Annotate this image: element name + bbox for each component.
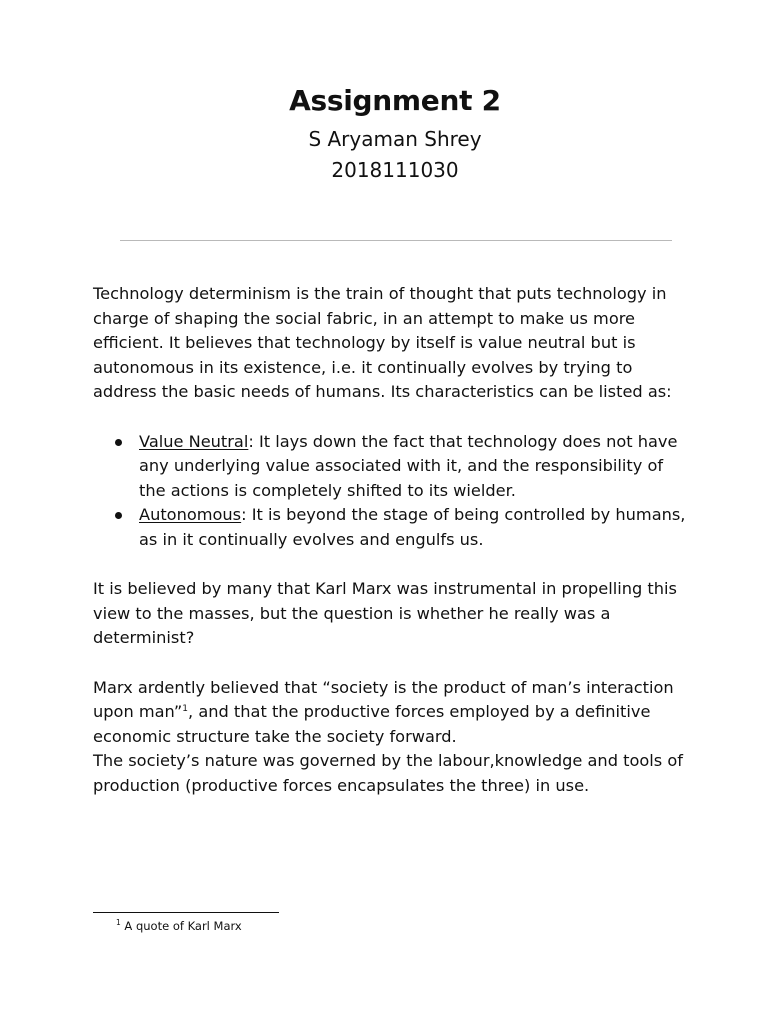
marx-question-paragraph: It is believed by many that Karl Marx was instrumental in propelling this view to the masses, but the question is whether he really was a determinist? <box>93 579 677 648</box>
bullet-icon <box>115 439 122 446</box>
list-item <box>93 430 693 504</box>
quote-continuation: , and that the productive forces employed by a definitive economic structure take the society forward. <box>93 702 651 746</box>
horizontal-divider <box>120 240 672 241</box>
document-title: Assignment 2 <box>289 84 501 117</box>
document-body <box>93 282 693 798</box>
footnote-separator <box>93 912 279 913</box>
roll-number: 2018111030 <box>331 158 459 182</box>
term-value-neutral: Value Neutral <box>139 431 249 451</box>
bullet-icon <box>115 512 122 519</box>
list-item-text: : It is beyond the stage of being controlled by humans, as in it continually evolves and engulfs us. <box>139 505 686 549</box>
footnote-number: 1 <box>116 918 121 927</box>
footnote-text: A quote of Karl Marx <box>120 919 242 933</box>
marx-quote-paragraph <box>93 676 693 750</box>
footnote-reference[interactable]: 1 <box>182 704 189 715</box>
footnote <box>116 919 242 933</box>
term-autonomous: Autonomous <box>139 505 242 525</box>
list-item-text: : It lays down the fact that technology does not have any underlying value associated with it, and the responsibility of the actions is completely shifted to its wielder. <box>139 431 678 500</box>
author-name: S Aryaman Shrey <box>308 127 482 151</box>
society-nature-paragraph: The society’s nature was governed by the labour,knowledge and tools of production (productive forces encapsulates the three) in use. <box>93 751 683 795</box>
characteristics-list <box>93 430 693 553</box>
list-item <box>93 503 693 552</box>
intro-paragraph: Technology determinism is the train of thought that puts technology in charge of shaping the social fabric, in an attempt to make us more efficient. It believes that technology by itself is value neutral but is autonomous in its existence, i.e. it continually evolves by trying to address the basic needs of humans. Its characteristics can be listed as: <box>93 284 672 402</box>
quote-text: Marx ardently believed that “society is the product of man’s interaction upon man” <box>93 677 674 722</box>
